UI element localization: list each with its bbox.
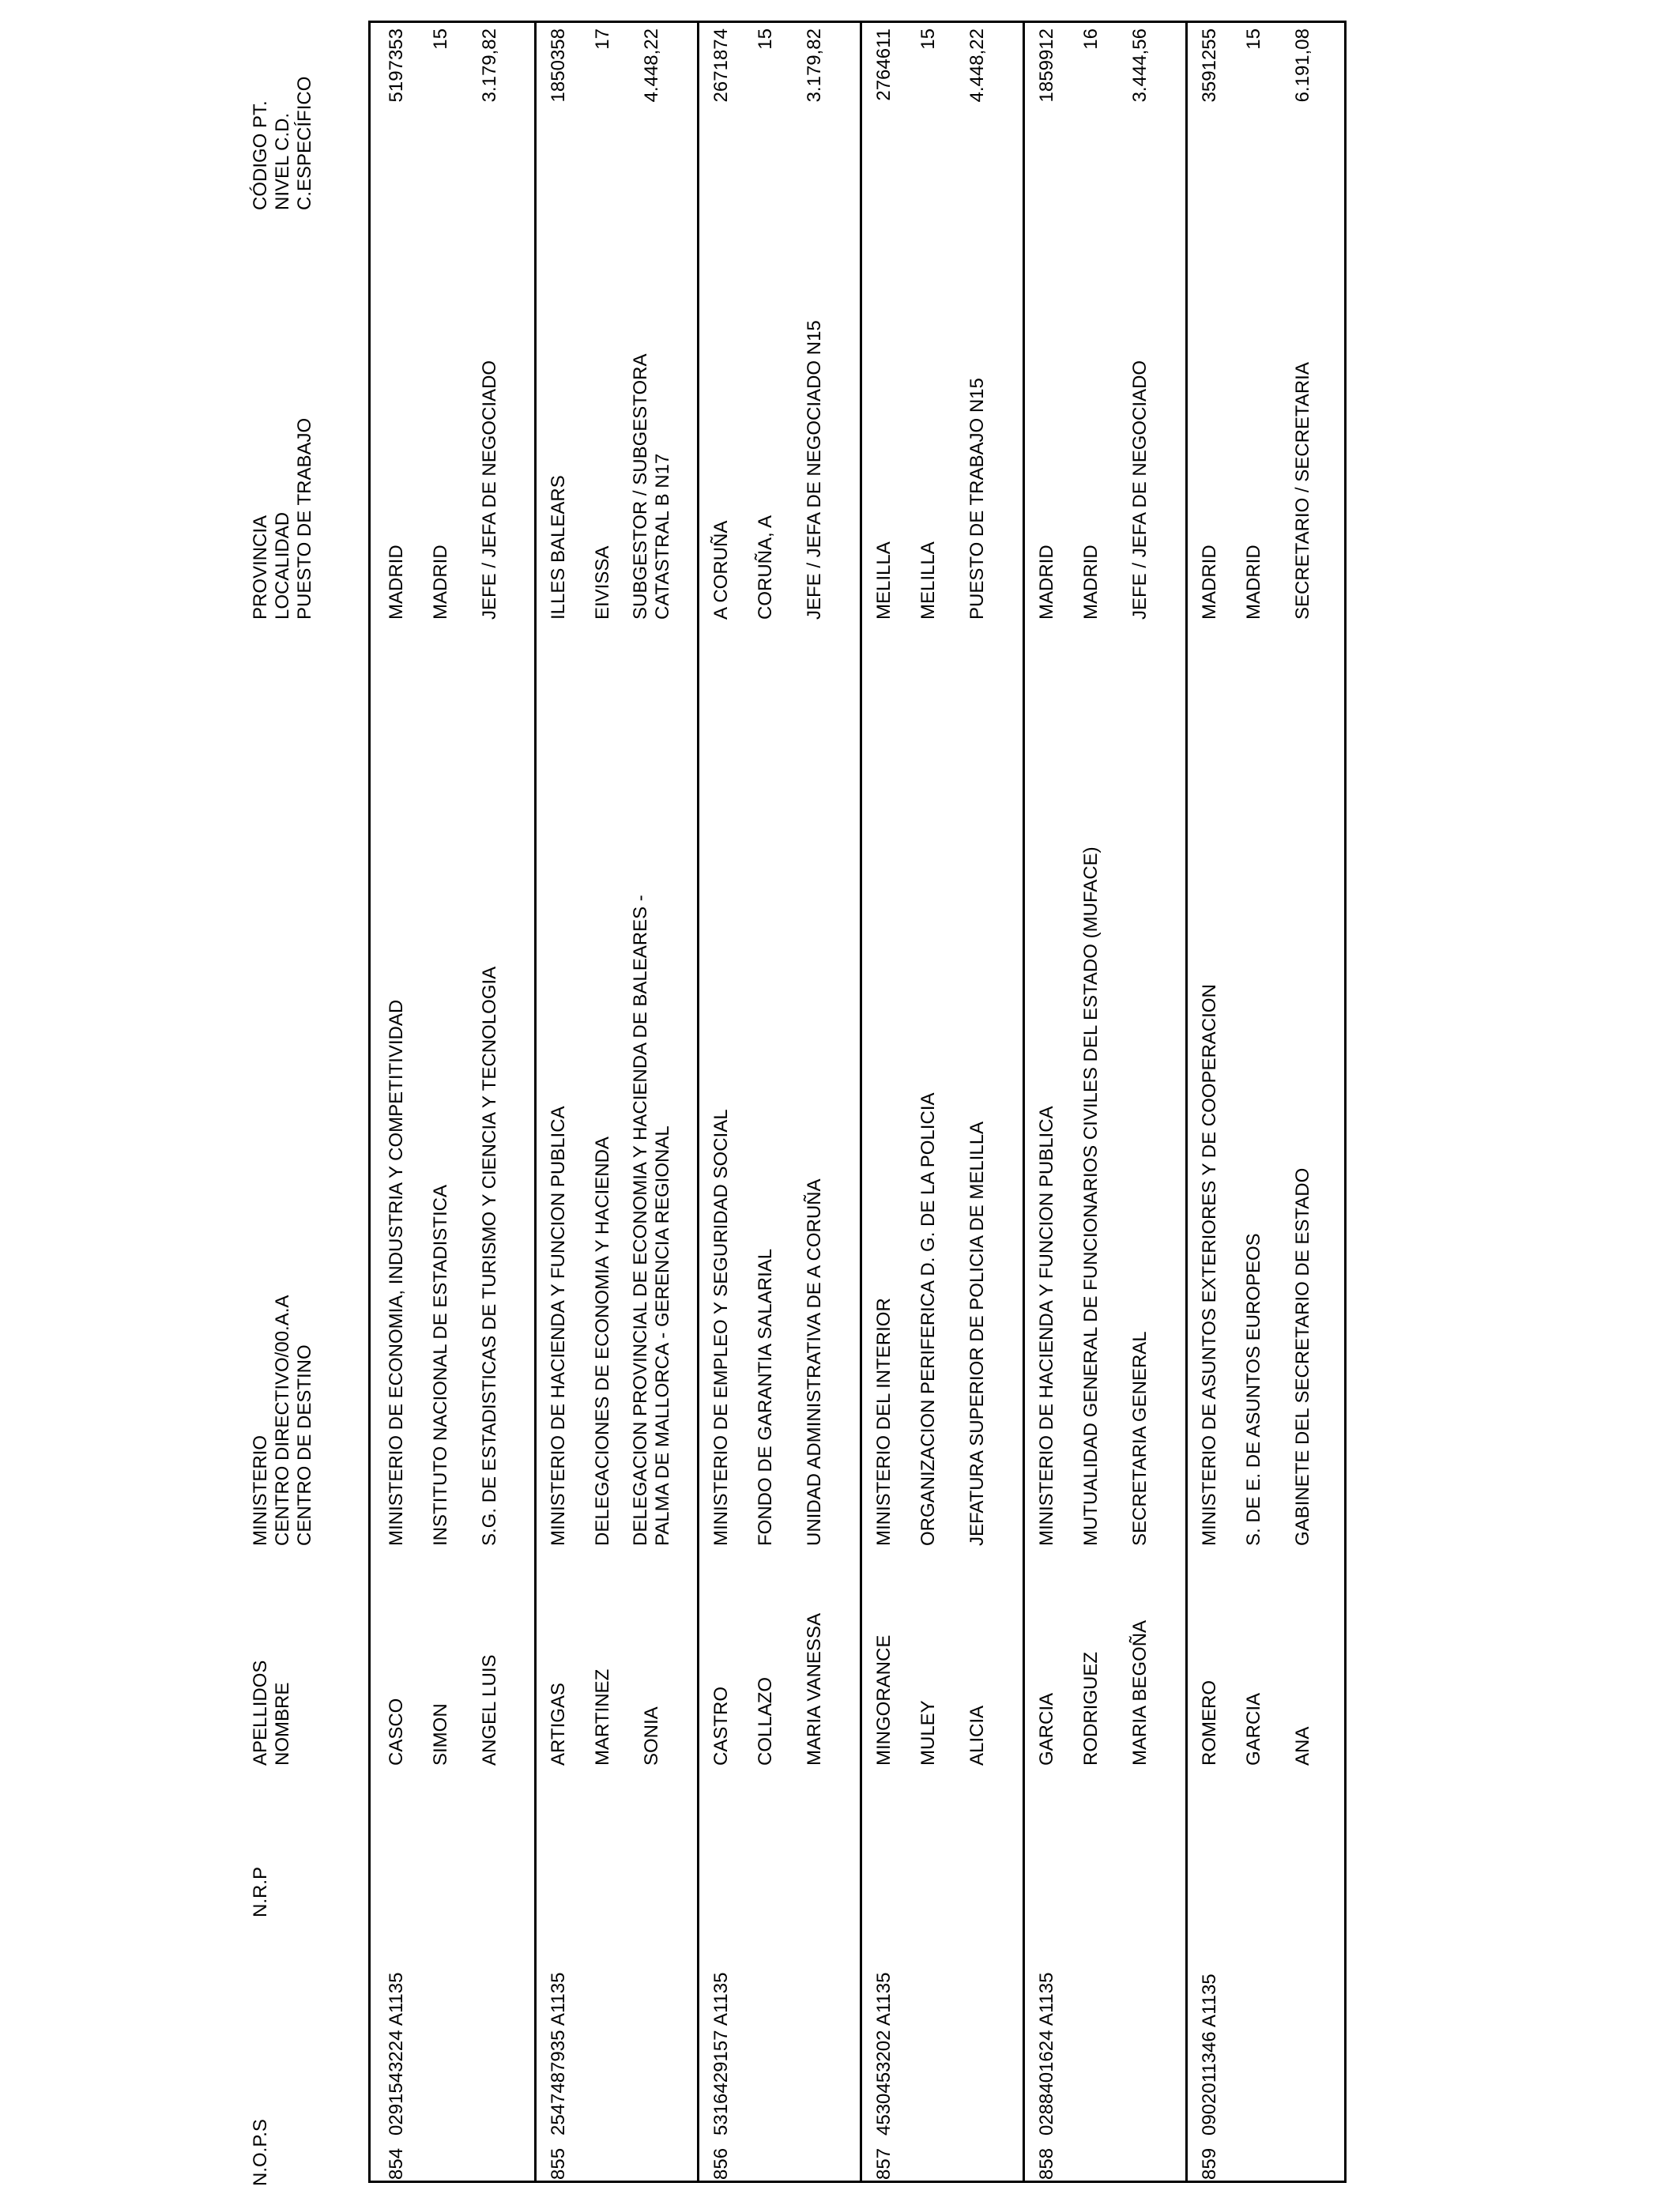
row-separator: [1023, 21, 1025, 2183]
record-nrp: 4530453202 A1135: [873, 1972, 895, 2136]
record-provincia: MADRID: [386, 545, 407, 620]
row-separator: [697, 21, 699, 2183]
record-apellido2: MARTINEZ: [592, 1668, 613, 1766]
record-ministerio: MINISTERIO DE ASUNTOS EXTERIORES Y DE COOPERACION: [1199, 984, 1220, 1546]
record-especifico: 4.448,22: [966, 28, 988, 103]
record-ministerio: MINISTERIO DE EMPLEO Y SEGURIDAD SOCIAL: [710, 1109, 732, 1546]
header-centro-destino: CENTRO DE DESTINO: [294, 1344, 315, 1546]
record-apellido1: GARCIA: [1036, 1692, 1057, 1766]
record-provincia: MADRID: [1199, 545, 1220, 620]
header-especifico: C.ESPECÍFICO: [294, 76, 315, 210]
record-centro-destino: S.G. DE ESTADISTICAS DE TURISMO Y CIENCIA Y TECNOLOGIA: [479, 966, 500, 1546]
record-especifico: 3.444,56: [1129, 28, 1151, 103]
header-nombre: NOMBRE: [272, 1682, 293, 1766]
record-nombre: MARIA BEGOÑA: [1129, 1619, 1151, 1766]
record-nops: 855: [548, 2147, 569, 2180]
header-nivel: NIVEL C.D.: [272, 112, 293, 210]
record-nops: 856: [710, 2147, 732, 2180]
record-centro-directivo: INSTITUTO NACIONAL DE ESTADISTICA: [430, 1185, 451, 1546]
record-codigo: 1859912: [1036, 28, 1057, 103]
header-ministerio: MINISTERIO: [250, 1434, 271, 1546]
record-provincia: ILLES BALEARS: [548, 475, 569, 620]
record-puesto: SECRETARIO / SECRETARIA: [1292, 362, 1313, 620]
record-centro-destino: GABINETE DEL SECRETARIO DE ESTADO: [1292, 1167, 1313, 1546]
record-centro-destino: DELEGACION PROVINCIAL DE ECONOMIA Y HACIENDA DE BALEARES -: [630, 895, 651, 1546]
record-puesto: JEFE / JEFA DE NEGOCIADO N15: [804, 320, 825, 620]
record-apellido2: RODRIGUEZ: [1080, 1652, 1102, 1766]
header-puesto: PUESTO DE TRABAJO: [294, 417, 315, 620]
record-nivel: 16: [1080, 28, 1102, 50]
record-nombre: SONIA: [641, 1706, 662, 1766]
record-centro-directivo: ORGANIZACION PERIFERICA D. G. DE LA POLICIA: [917, 1092, 939, 1546]
record-localidad: MADRID: [1080, 545, 1102, 620]
record-apellido2: COLLAZO: [755, 1676, 776, 1766]
record-ministerio: MINISTERIO DEL INTERIOR: [873, 1298, 895, 1546]
record-centro-directivo: DELEGACIONES DE ECONOMIA Y HACIENDA: [592, 1137, 613, 1546]
record-puesto: JEFE / JEFA DE NEGOCIADO: [479, 360, 500, 620]
record-puesto: JEFE / JEFA DE NEGOCIADO: [1129, 360, 1151, 620]
record-centro-destino: PALMA DE MALLORCA - GERENCIA REGIONAL: [652, 1125, 673, 1546]
record-apellido1: CASTRO: [710, 1686, 732, 1766]
record-especifico: 6.191,08: [1292, 28, 1313, 103]
record-apellido1: MINGORANCE: [873, 1634, 895, 1766]
header-apellidos: APELLIDOS: [250, 1660, 271, 1766]
record-puesto: PUESTO DE TRABAJO N15: [966, 378, 988, 620]
record-nops: 858: [1036, 2147, 1057, 2180]
header-nops: N.O.P.S: [250, 2119, 271, 2186]
record-nombre: ANA: [1292, 1726, 1313, 1766]
record-especifico: 3.179,82: [804, 28, 825, 103]
record-ministerio: MINISTERIO DE ECONOMIA, INDUSTRIA Y COMPETITIVIDAD: [386, 999, 407, 1546]
record-nombre: MARIA VANESSA: [804, 1613, 825, 1766]
header-localidad: LOCALIDAD: [272, 511, 293, 620]
record-apellido2: GARCIA: [1243, 1692, 1264, 1766]
record-apellido1: ARTIGAS: [548, 1683, 569, 1766]
record-codigo: 2671874: [710, 28, 732, 103]
record-nivel: 15: [917, 28, 939, 50]
record-provincia: MADRID: [1036, 545, 1057, 620]
record-localidad: MADRID: [430, 545, 451, 620]
header-nrp: N.R.P: [250, 1866, 271, 1917]
record-nrp: 5316429157 A1135: [710, 1972, 732, 2136]
record-centro-destino: SECRETARIA GENERAL: [1129, 1331, 1151, 1546]
record-apellido1: CASCO: [386, 1698, 407, 1766]
record-localidad: EIVISSA: [592, 545, 613, 620]
record-especifico: 3.179,82: [479, 28, 500, 103]
record-provincia: A CORUÑA: [710, 520, 732, 620]
header-centro-directivo: CENTRO DIRECTIVO/00.A.A: [272, 1295, 293, 1546]
record-nivel: 15: [1243, 28, 1264, 50]
record-centro-directivo: MUTUALIDAD GENERAL DE FUNCIONARIOS CIVILES DEL ESTADO (MUFACE): [1080, 846, 1102, 1546]
record-centro-destino: JEFATURA SUPERIOR DE POLICIA DE MELILLA: [966, 1121, 988, 1546]
record-puesto: CATASTRAL B N17: [652, 453, 673, 620]
row-separator: [1185, 21, 1188, 2183]
record-ministerio: MINISTERIO DE HACIENDA Y FUNCION PUBLICA: [1036, 1106, 1057, 1546]
record-centro-directivo: S. DE E. DE ASUNTOS EUROPEOS: [1243, 1233, 1264, 1546]
record-codigo: 1850358: [548, 28, 569, 103]
record-localidad: MELILLA: [917, 541, 939, 620]
record-provincia: MELILLA: [873, 541, 895, 620]
record-codigo: 3591255: [1199, 28, 1220, 103]
record-centro-destino: UNIDAD ADMINISTRATIVA DE A CORUÑA: [804, 1178, 825, 1546]
record-nivel: 17: [592, 28, 613, 50]
header-provincia: PROVINCIA: [250, 515, 271, 620]
record-nrp: 0288401624 A1135: [1036, 1972, 1057, 2136]
record-centro-directivo: FONDO DE GARANTIA SALARIAL: [755, 1248, 776, 1546]
record-apellido1: ROMERO: [1199, 1680, 1220, 1766]
row-separator: [860, 21, 862, 2183]
record-nombre: ANGEL LUIS: [479, 1654, 500, 1766]
record-apellido2: SIMON: [430, 1703, 451, 1766]
record-nrp: 0902011346 A1135: [1199, 1973, 1220, 2136]
record-nivel: 15: [430, 28, 451, 50]
row-separator: [534, 21, 537, 2183]
record-codigo: 2764611: [873, 28, 895, 101]
record-localidad: MADRID: [1243, 545, 1264, 620]
record-nrp: 2547487935 A1135: [548, 1972, 569, 2136]
record-especifico: 4.448,22: [641, 28, 662, 103]
record-localidad: CORUÑA, A: [755, 515, 776, 620]
header-codigo: CÓDIGO PT.: [250, 100, 271, 210]
record-nombre: ALICIA: [966, 1705, 988, 1766]
record-ministerio: MINISTERIO DE HACIENDA Y FUNCION PUBLICA: [548, 1106, 569, 1546]
record-puesto: SUBGESTOR / SUBGESTORA: [630, 353, 651, 620]
record-nivel: 15: [755, 28, 776, 50]
record-nops: 857: [873, 2147, 895, 2180]
record-codigo: 5197353: [386, 28, 407, 103]
record-apellido2: MULEY: [917, 1700, 939, 1766]
record-nops: 854: [386, 2147, 407, 2180]
record-nops: 859: [1199, 2147, 1220, 2180]
record-nrp: 0291543224 A1135: [386, 1972, 407, 2136]
